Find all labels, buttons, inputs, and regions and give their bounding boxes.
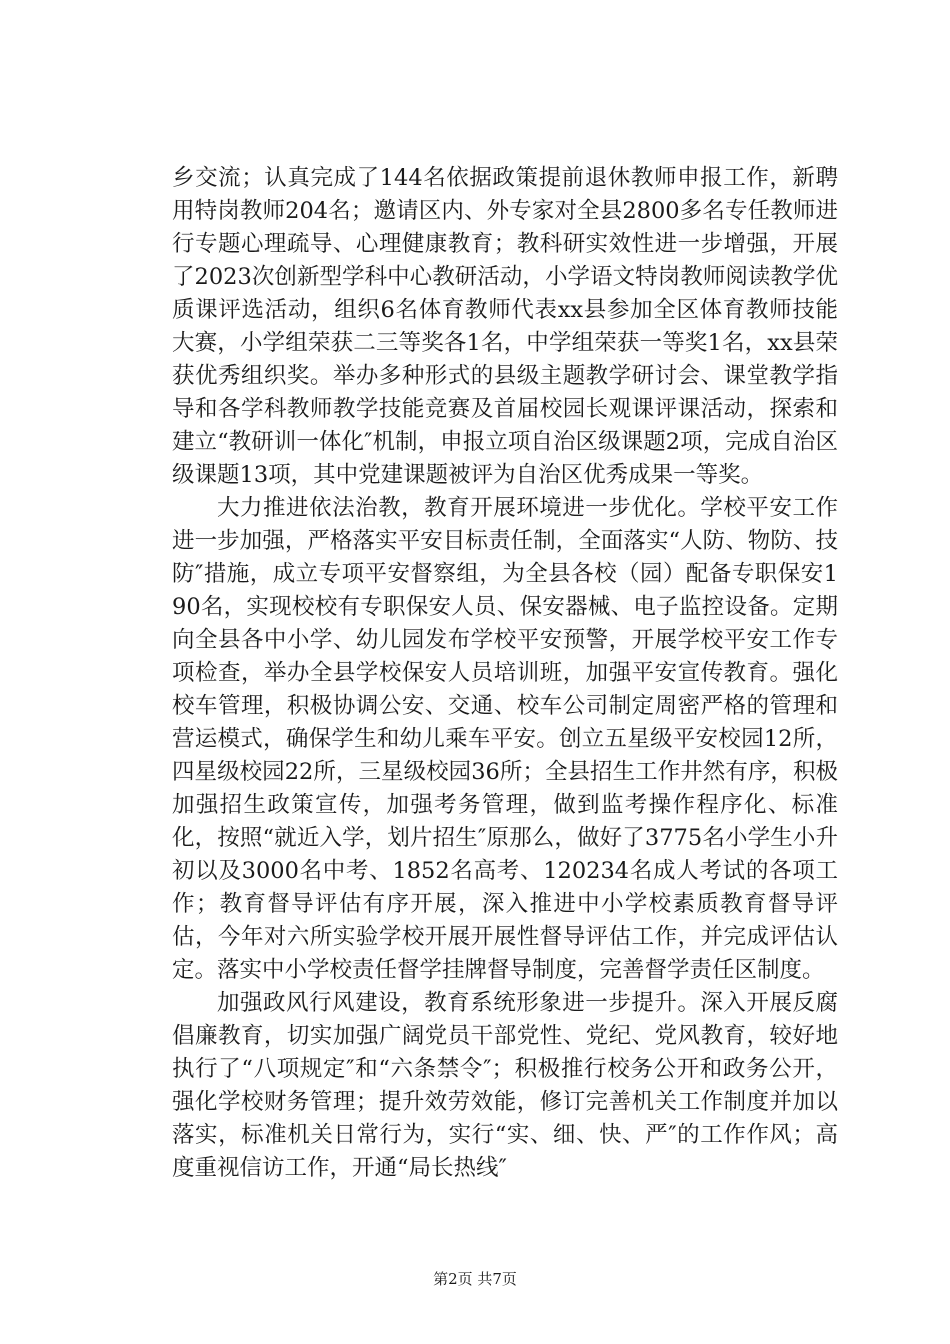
page-footer [0,1268,950,1289]
paragraph-2: 大力推进依法治教，教育开展环境进一步优化。学校平安工作进一步加强，严格落实平安目标责任制，全面落实“人防、物防、技防″措施，成立专项平安督察组，为全县各校（园）配备专职保安190名，实现校校有专职保安人员、保安器械、电子监控设备。定期向全县各中小学、幼儿园发布学校平安预警，开展学校平安工作专项检查，举办全县学校保安人员培训班，加强平安宣传教育。强化校车管理，积极协调公安、交通、校车公司制定周密严格的管理和营运模式，确保学生和幼儿乘车平安。创立五星级平安校园12所，四星级校园22所，三星级校园36所；全县招生工作井然有序，积极加强招生政策宣传，加强考务管理，做到监考操作程序化、标准化，按照“就近入学，划片招生″原那么，做好了3775名小学生小升初以及3000名中考、1852名高考、120234名成人考试的各项工作；教育督导评估有序开展，深入推进中小学校素质教育督导评估，今年对六所实验学校开展开展性督导评估工作，并完成评估认定。落实中小学校责任督学挂牌督导制度，完善督学责任区制度。 [172,495,838,983]
paragraph-1: 乡交流；认真完成了144名依据政策提前退休教师申报工作，新聘用特岗教师204名；邀请区内、外专家对全县2800多名专任教师进行专题心理疏导、心理健康教育；教科研实效性进一步增强，开展了2023次创新型学科中心教研活动，小学语文特岗教师阅读教学优质课评选活动，组织6名体育教师代表xx县参加全区体育教师技能大赛，小学组荣获二三等奖各1名，中学组荣获一等奖1名，xx县荣获优秀组织奖。举办多种形式的县级主题教学研讨会、课堂教学指导和各学科教师教学技能竞赛及首届校园长观课评课活动，探索和建立“教研训一体化″机制，申报立项自治区级课题2项，完成自治区级课题13项，其中党建课题被评为自治区优秀成果一等奖。 [172,165,838,488]
page-number: 第2页 [433,1270,473,1288]
paragraph-3: 加强政风行风建设，教育系统形象进一步提升。深入开展反腐倡廉教育，切实加强广阔党员干部党性、党纪、党风教育，较好地执行了“八项规定″和“六条禁令″；积极推行校务公开和政务公开，强化学校财务管理；提升效劳效能，修订完善机关工作制度并加以落实，标准机关日常行为，实行“实、细、快、严″的工作作风；高度重视信访工作，开通“局长热线″ [172,990,838,1181]
page-total: 共7页 [477,1270,517,1288]
document-body [172,162,838,1185]
